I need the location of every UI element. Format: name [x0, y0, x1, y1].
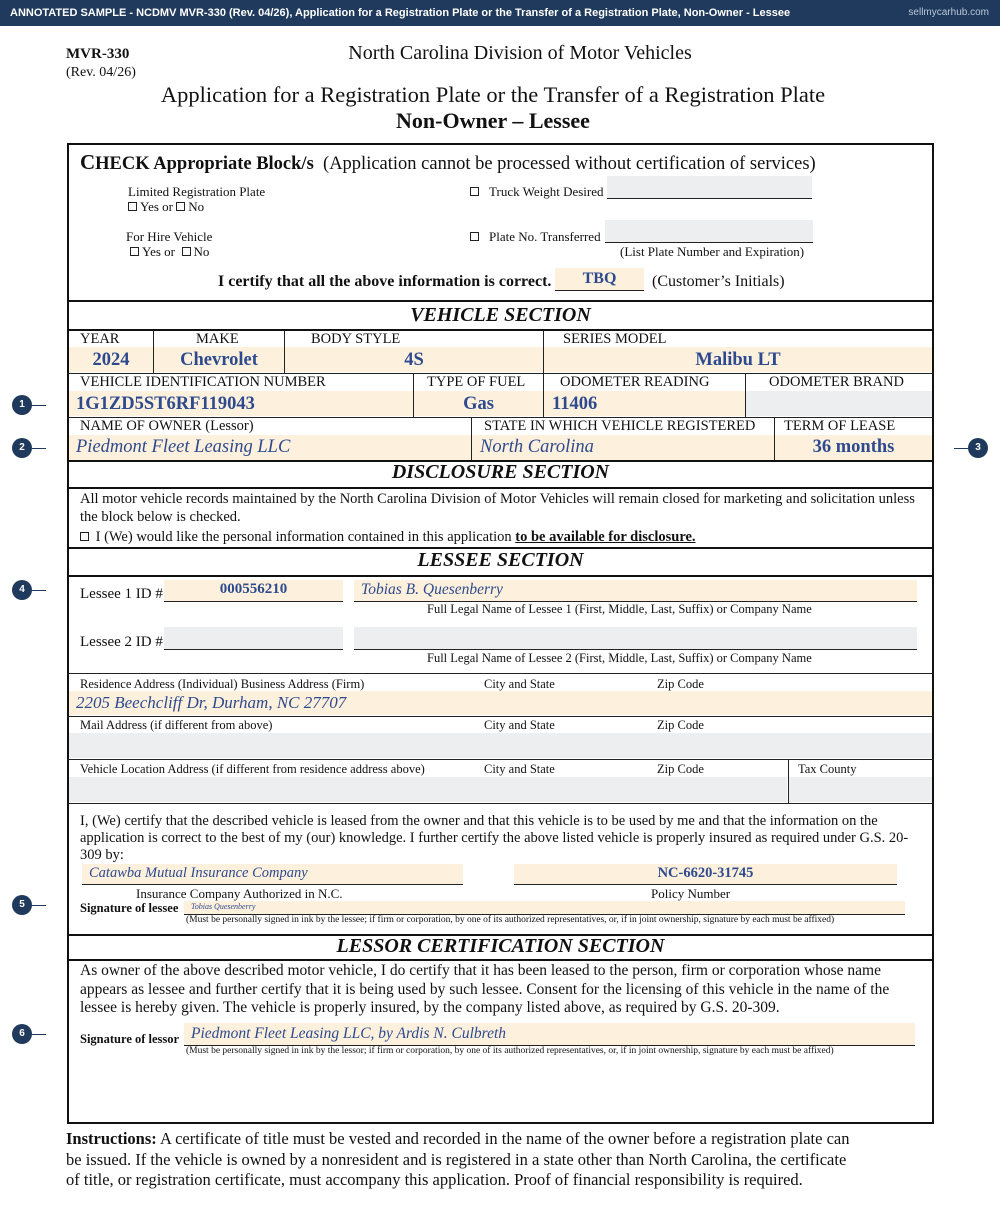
disclosure-text-line1: All motor vehicle records maintained by the North Carolina Division of Motor Vehicles will remain closed for marketing and solicitation unless: [80, 491, 915, 507]
residence-city-label: City and State: [484, 677, 555, 691]
annotation-marker-3[interactable]: 3: [968, 438, 988, 458]
residence-zip-label: Zip Code: [657, 677, 704, 691]
plate-transfer-checkbox[interactable]: [470, 232, 479, 241]
term-value[interactable]: 36 months: [812, 437, 895, 457]
truck-weight-field[interactable]: [607, 176, 812, 198]
rule: [67, 959, 934, 961]
location-zip-label: Zip Code: [657, 762, 704, 776]
disclosure-option: I (We) would like the personal information contained in this application to be available for disclosure.: [80, 529, 696, 546]
owner-label: NAME OF OWNER (Lessor): [80, 418, 254, 434]
rule: [67, 803, 934, 804]
annotation-marker-1[interactable]: 1: [12, 395, 32, 415]
for-hire-options: Yes or No: [130, 244, 209, 260]
make-label: MAKE: [196, 331, 239, 347]
mail-city-label: City and State: [484, 718, 555, 732]
sample-banner: [0, 0, 1000, 26]
instructions-line2: be issued. If the vehicle is owned by a nonresident and is registered in a state other than North Carolina, the certificate: [66, 1150, 847, 1169]
form-subtitle: Non-Owner – Lessee: [396, 108, 590, 133]
certify-statement: I certify that all the above information is correct.: [218, 273, 552, 290]
rule: [67, 716, 934, 717]
policy-caption: Policy Number: [651, 886, 731, 901]
tax-county-field[interactable]: [789, 777, 932, 802]
form-revision: (Rev. 04/26): [66, 65, 136, 80]
annotation-leader: [32, 448, 46, 449]
tax-county-label: Tax County: [798, 762, 857, 776]
rule: [543, 374, 544, 417]
annotation-marker-5[interactable]: 5: [12, 895, 32, 915]
annotation-marker-4[interactable]: 4: [12, 580, 32, 600]
rule: [354, 649, 917, 650]
limited-yes-checkbox[interactable]: [128, 202, 137, 211]
series-model-label: SERIES MODEL: [563, 331, 667, 347]
annotation-leader: [32, 590, 46, 591]
odometer-value[interactable]: 11406: [552, 394, 598, 414]
hire-yes-checkbox[interactable]: [130, 247, 139, 256]
vin-value[interactable]: 1G1ZD5ST6RF119043: [76, 394, 255, 414]
agency-name: North Carolina Division of Motor Vehicles: [348, 42, 692, 64]
instructions-line1: Instructions: A certificate of title must be vested and recorded in the name of the owner before a registration plate can: [66, 1129, 850, 1148]
check-heading: CHECK Appropriate Block/s (Application cannot be processed without certification of services): [80, 150, 816, 174]
mail-zip-label: Zip Code: [657, 718, 704, 732]
lessee-signature-value: Tobias Quesenberry: [191, 902, 256, 911]
location-label: Vehicle Location Address (if different from residence address above): [80, 762, 425, 776]
insurer-caption: Insurance Company Authorized in N.C.: [136, 886, 343, 901]
make-value[interactable]: Chevrolet: [180, 350, 258, 370]
lessor-signature-value: Piedmont Fleet Leasing LLC, by Ardis N. Culbreth: [191, 1025, 507, 1042]
fuel-label: TYPE OF FUEL: [427, 374, 526, 390]
odometer-brand-field[interactable]: [746, 391, 932, 416]
lessor-text-line2: appears as lessee and further certify that it is being used by such lessee. Consent for the licensing of this vehicle in the name of the: [80, 981, 890, 998]
lessee2-id-label: Lessee 2 ID #: [80, 634, 163, 650]
lessor-signature-note: (Must be personally signed in ink by the lessor; if firm or corporation, by one of its authorized representatives, or, if in joint ownership, signature by each must be affixed): [186, 1046, 834, 1056]
hire-no-checkbox[interactable]: [182, 247, 191, 256]
lessor-signature-label: Signature of lessor: [80, 1032, 180, 1046]
annotation-marker-6[interactable]: 6: [12, 1024, 32, 1044]
lessee-signature-label: Signature of lessee: [80, 901, 179, 915]
year-value[interactable]: 2024: [92, 350, 130, 370]
lessee-signature-note: (Must be personally signed in ink by the lessee; if firm or corporation, by one of its authorized representatives, or, if in joint ownership, signature by each must be affixed): [186, 915, 835, 925]
rule: [67, 575, 934, 577]
lessee-cert-line3: 309 by:: [80, 847, 124, 863]
rule: [67, 759, 934, 760]
lessee1-caption: Full Legal Name of Lessee 1 (First, Middle, Last, Suffix) or Company Name: [427, 602, 812, 616]
rule: [471, 418, 472, 461]
instructions-line3: of title, or registration certificate, must accompany this application. Proof of financial responsibility is required.: [66, 1170, 803, 1189]
banner-site[interactable]: sellmycarhub.com: [908, 7, 989, 18]
plate-transfer-field[interactable]: [605, 220, 813, 242]
lessee2-id-field[interactable]: [164, 627, 343, 649]
truck-weight-underline: [607, 198, 812, 199]
odometer-brand-label: ODOMETER BRAND: [769, 374, 904, 390]
policy-value: NC-6620-31745: [657, 865, 754, 881]
body-style-label: BODY STYLE: [311, 331, 401, 347]
lessor-text-line1: As owner of the above described motor vehicle, I do certify that it has been leased to the person, firm or corporation whose name: [80, 962, 881, 979]
state-value[interactable]: North Carolina: [480, 437, 594, 457]
rule: [67, 487, 934, 489]
rule: [82, 884, 463, 885]
lessee2-caption: Full Legal Name of Lessee 2 (First, Middle, Last, Suffix) or Company Name: [427, 651, 812, 665]
disclosure-checkbox[interactable]: [80, 532, 89, 541]
truck-weight-checkbox[interactable]: [470, 187, 479, 196]
plate-transfer-label: Plate No. Transferred: [489, 229, 601, 244]
rule: [164, 601, 343, 602]
form-title: Application for a Registration Plate or the Transfer of a Registration Plate: [160, 82, 826, 107]
limited-plate-options: Yes or No: [128, 199, 204, 215]
instructions-label: Instructions:: [66, 1129, 157, 1148]
rule: [745, 374, 746, 417]
limited-no-checkbox[interactable]: [176, 202, 185, 211]
lessee1-name-value: Tobias B. Quesenberry: [361, 581, 503, 598]
odometer-label: ODOMETER READING: [560, 374, 710, 390]
vin-label: VEHICLE IDENTIFICATION NUMBER: [80, 374, 326, 390]
truck-weight-label: Truck Weight Desired: [489, 184, 604, 199]
disclosure-text-line2: the block below is checked.: [80, 509, 241, 525]
lessor-text-line3: lessee is hereby given. The vehicle is properly insured, by the company listed above, as required by G.S. 20-309.: [80, 999, 780, 1016]
vehicle-section-title: VEHICLE SECTION: [410, 304, 591, 326]
initials-value: TBQ: [582, 270, 617, 287]
residence-label: Residence Address (Individual) Business Address (Firm): [80, 677, 365, 691]
annotation-leader: [32, 405, 46, 406]
fuel-value[interactable]: Gas: [463, 394, 494, 414]
form-id: MVR-330: [66, 46, 130, 62]
annotation-leader: [954, 448, 968, 449]
state-label: STATE IN WHICH VEHICLE REGISTERED: [484, 418, 756, 434]
banner-title: ANNOTATED SAMPLE - NCDMV MVR-330 (Rev. 04/26), Application for a Registration Plate or the Transfer of a Registration Plate, Non-Owner - Lessee: [10, 7, 791, 19]
body-style-value[interactable]: 4S: [404, 350, 424, 370]
location-city-label: City and State: [484, 762, 555, 776]
lessee-cert-line1: I, (We) certify that the described vehicle is leased from the owner and that this vehicle is to be used by me and that the information on the: [80, 813, 878, 829]
lessee1-id-value: 000556210: [219, 581, 288, 597]
plate-transfer-note: (List Plate Number and Expiration): [620, 244, 805, 259]
lessor-section-title: LESSOR CERTIFICATION SECTION: [336, 935, 665, 957]
lessee-signature-field[interactable]: [184, 901, 905, 914]
initials-note: (Customer’s Initials): [652, 273, 785, 290]
rule: [67, 300, 934, 302]
lessee1-id-label: Lessee 1 ID #: [80, 586, 163, 602]
limited-plate-label: Limited Registration Plate: [128, 184, 266, 199]
rule: [67, 673, 934, 674]
mail-label: Mail Address (if different from above): [80, 718, 273, 732]
year-label: YEAR: [80, 331, 120, 347]
lessee2-name-field[interactable]: [354, 627, 917, 649]
initials-underline: [555, 290, 644, 291]
rule: [164, 649, 343, 650]
for-hire-label: For Hire Vehicle: [126, 229, 213, 244]
lessee-section-title: LESSEE SECTION: [417, 549, 584, 571]
insurer-value: Catawba Mutual Insurance Company: [89, 865, 308, 881]
location-field[interactable]: [69, 777, 787, 802]
mail-field[interactable]: [69, 733, 932, 758]
disclosure-section-title: DISCLOSURE SECTION: [391, 461, 610, 483]
rule: [514, 884, 897, 885]
annotation-leader: [32, 1034, 46, 1035]
annotation-leader: [32, 905, 46, 906]
annotation-marker-2[interactable]: 2: [12, 438, 32, 458]
lessee-cert-line2: application is correct to the best of my (our) knowledge. I further certify the above listed vehicle is properly insured as required under G.S. 20-: [80, 830, 909, 846]
term-label: TERM OF LEASE: [784, 418, 896, 434]
residence-value: 2205 Beechcliff Dr, Durham, NC 27707: [76, 693, 347, 712]
owner-value[interactable]: Piedmont Fleet Leasing LLC: [76, 437, 291, 457]
plate-transfer-underline: [605, 242, 813, 243]
series-model-value[interactable]: Malibu LT: [695, 350, 781, 370]
